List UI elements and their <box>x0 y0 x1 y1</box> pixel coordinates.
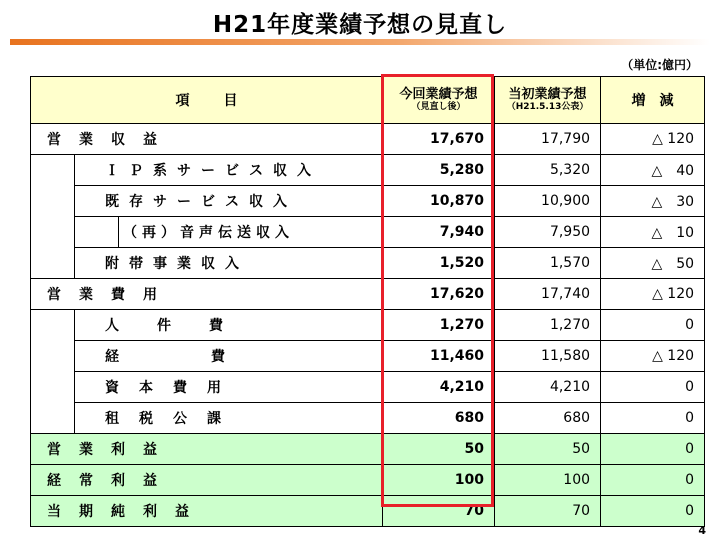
header-initial-main: 当初業績予想 <box>508 87 587 102</box>
table-row <box>31 341 705 372</box>
cell-change: △ 120 <box>601 341 705 372</box>
table-row <box>31 124 705 155</box>
cell-initial: 11,580 <box>495 341 601 372</box>
row-label: 租税公課 <box>75 403 383 434</box>
title-underline <box>10 39 710 45</box>
cell-current: 17,670 <box>383 124 495 155</box>
row-label: 経費 <box>75 341 383 372</box>
header-current-forecast <box>383 77 495 124</box>
table-row <box>31 496 705 527</box>
cell-change: 0 <box>601 465 705 496</box>
cell-current: 11,460 <box>383 341 495 372</box>
table-row <box>31 434 705 465</box>
table-row <box>31 186 705 217</box>
cell-initial: 1,270 <box>495 310 601 341</box>
cell-initial: 50 <box>495 434 601 465</box>
table-row <box>31 248 705 279</box>
row-label: 附帯事業収入 <box>75 248 383 279</box>
cell-initial: 70 <box>495 496 601 527</box>
cell-change: △ 40 <box>601 155 705 186</box>
forecast-table <box>30 76 705 527</box>
cell-change: 0 <box>601 496 705 527</box>
cell-change: △ 120 <box>601 124 705 155</box>
header-initial-forecast <box>495 77 601 124</box>
page-title: H21年度業績予想の見直し <box>212 12 508 38</box>
table-row <box>31 465 705 496</box>
cell-initial: 17,740 <box>495 279 601 310</box>
indent-cell <box>31 155 75 279</box>
cell-change: 0 <box>601 310 705 341</box>
cell-current: 1,520 <box>383 248 495 279</box>
table-row <box>31 310 705 341</box>
cell-current: 50 <box>383 434 495 465</box>
cell-change: △ 30 <box>601 186 705 217</box>
cell-change: △ 10 <box>601 217 705 248</box>
row-label: 当期純利益 <box>31 496 383 527</box>
cell-current: 7,940 <box>383 217 495 248</box>
cell-change: 0 <box>601 434 705 465</box>
cell-current: 10,870 <box>383 186 495 217</box>
page-number: 4 <box>698 524 706 537</box>
cell-initial: 10,900 <box>495 186 601 217</box>
cell-initial: 4,210 <box>495 372 601 403</box>
cell-current: 17,620 <box>383 279 495 310</box>
row-label: 既存サービス収入 <box>75 186 383 217</box>
row-label: 営業収益 <box>31 124 383 155</box>
cell-current: 70 <box>383 496 495 527</box>
header-item: 項目 <box>31 77 383 124</box>
table-header-row <box>31 77 705 124</box>
cell-initial: 100 <box>495 465 601 496</box>
cell-current: 100 <box>383 465 495 496</box>
table-row <box>31 217 705 248</box>
row-label: 資本費用 <box>75 372 383 403</box>
header-current-main: 今回業績予想 <box>399 87 478 102</box>
cell-current: 4,210 <box>383 372 495 403</box>
cell-initial: 7,950 <box>495 217 601 248</box>
cell-change: △ 120 <box>601 279 705 310</box>
row-label: 経常利益 <box>31 465 383 496</box>
cell-current: 680 <box>383 403 495 434</box>
cell-current: 5,280 <box>383 155 495 186</box>
cell-change: △ 50 <box>601 248 705 279</box>
row-label: 人件費 <box>75 310 383 341</box>
header-initial-sub: （H21.5.13公表） <box>506 102 589 112</box>
row-label: （再）音声伝送収入 <box>119 217 383 248</box>
indent-cell <box>75 217 119 248</box>
row-label: ＩＰ系サービス収入 <box>75 155 383 186</box>
indent-cell <box>31 310 75 434</box>
cell-initial: 17,790 <box>495 124 601 155</box>
table-row <box>31 279 705 310</box>
table-row <box>31 155 705 186</box>
cell-initial: 680 <box>495 403 601 434</box>
cell-change: 0 <box>601 372 705 403</box>
table-row <box>31 372 705 403</box>
cell-change: 0 <box>601 403 705 434</box>
cell-initial: 5,320 <box>495 155 601 186</box>
header-change: 増減 <box>601 77 705 124</box>
cell-current: 1,270 <box>383 310 495 341</box>
row-label: 営業費用 <box>31 279 383 310</box>
header-current-sub: （見直し後） <box>411 102 466 112</box>
cell-initial: 1,570 <box>495 248 601 279</box>
row-label: 営業利益 <box>31 434 383 465</box>
table-row <box>31 403 705 434</box>
unit-label: （単位:億円） <box>621 58 698 72</box>
